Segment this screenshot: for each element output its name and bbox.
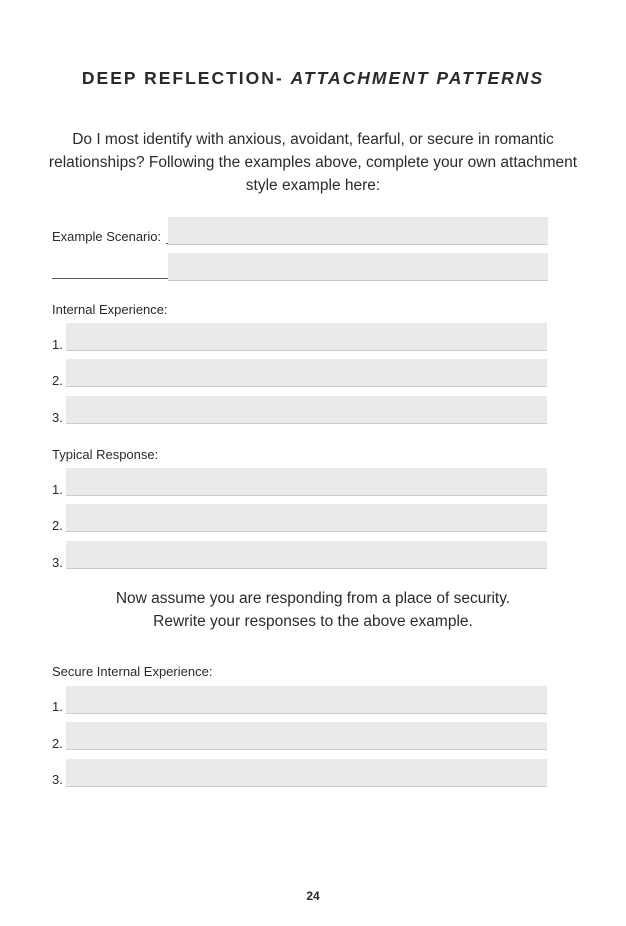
secure-prompt-line-1: Now assume you are responding from a place of security. [115, 590, 511, 607]
typical-response-field-3[interactable] [66, 541, 547, 569]
internal-experience-number-2: 2. [52, 373, 63, 388]
intro-prompt: Do I most identify with anxious, avoidant, fearful, or secure in romantic relationships? Following the examples above, complete your own attachment style example here: [48, 131, 578, 194]
internal-experience-field-1[interactable] [66, 323, 547, 351]
internal-experience-number-1: 1. [52, 337, 63, 352]
typical-response-number-2: 2. [52, 518, 63, 533]
page-number: 24 [306, 889, 320, 903]
secure-internal-experience-field-1[interactable] [66, 686, 547, 714]
secure-internal-experience-number-2: 2. [52, 736, 63, 751]
page-title-plain: DEEP REFLECTION- [81, 68, 291, 88]
typical-response-label: Typical Response: [52, 447, 159, 462]
secure-prompt [40, 587, 586, 633]
page-title [0, 68, 626, 89]
secure-prompt-line-2: Rewrite your responses to the above example. [153, 613, 473, 630]
typical-response-field-1[interactable] [66, 468, 547, 496]
secure-internal-experience-number-1: 1. [52, 699, 63, 714]
secure-internal-experience-field-2[interactable] [66, 722, 547, 750]
internal-experience-number-3: 3. [52, 410, 63, 425]
example-scenario-field-1[interactable] [168, 217, 548, 245]
secure-internal-experience-number-3: 3. [52, 772, 63, 787]
secure-internal-experience-label: Secure Internal Experience: [52, 664, 213, 679]
example-scenario-underline-2 [52, 278, 168, 279]
example-scenario-label: Example Scenario: [52, 229, 162, 244]
typical-response-number-1: 1. [52, 482, 63, 497]
internal-experience-field-3[interactable] [66, 396, 547, 424]
typical-response-number-3: 3. [52, 555, 63, 570]
internal-experience-label: Internal Experience: [52, 302, 168, 317]
internal-experience-field-2[interactable] [66, 359, 547, 387]
example-scenario-field-2[interactable] [168, 253, 548, 281]
secure-internal-experience-field-3[interactable] [66, 759, 547, 787]
page-title-italic: ATTACHMENT PATTERNS [290, 68, 545, 88]
typical-response-field-2[interactable] [66, 504, 547, 532]
